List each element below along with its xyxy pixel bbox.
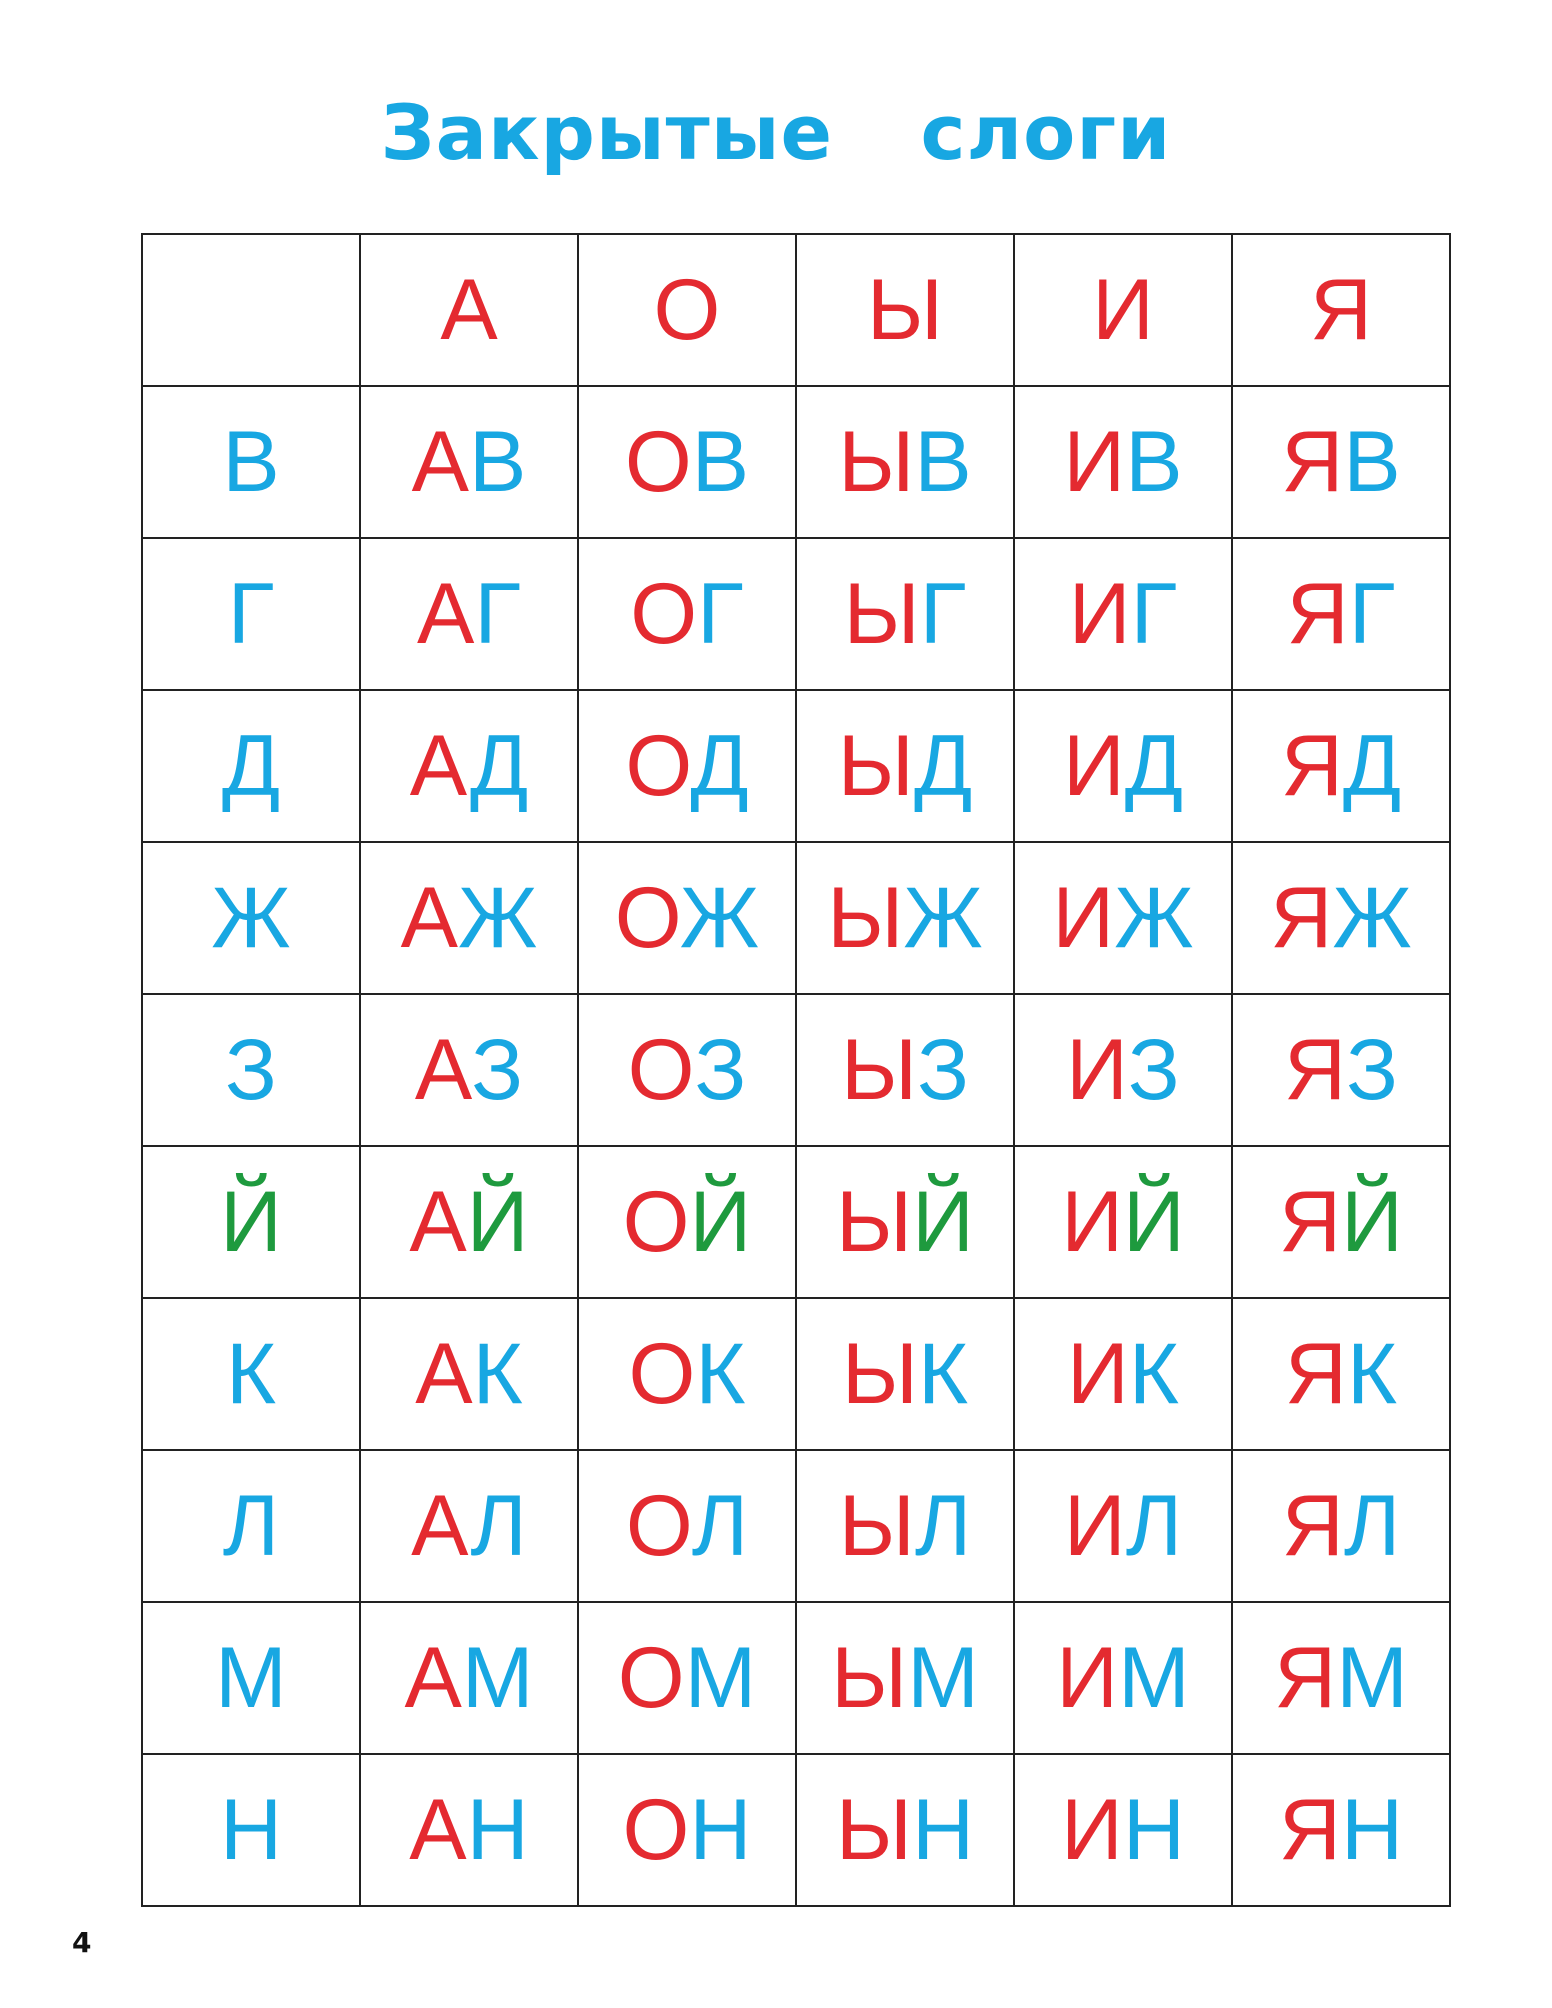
- syllable-vowel: Ы: [831, 1630, 908, 1726]
- syllable-cell: [360, 386, 578, 538]
- syllable-consonant: Й: [1123, 1174, 1185, 1270]
- syllable-vowel: Ы: [838, 1478, 915, 1574]
- syllable-consonant: М: [684, 1630, 757, 1726]
- syllable-cell: [1014, 1146, 1232, 1298]
- syllable-cell: [360, 1602, 578, 1754]
- syllable-vowel: А: [415, 1326, 473, 1422]
- syllable-consonant: З: [1127, 1022, 1180, 1118]
- syllable-consonant: Ж: [457, 870, 538, 966]
- consonant-letter: М: [215, 1630, 287, 1726]
- syllable-consonant: Ж: [679, 870, 760, 966]
- syllable-vowel: О: [622, 1782, 690, 1878]
- syllable-vowel: И: [1066, 1022, 1128, 1118]
- syllable-consonant: К: [1128, 1326, 1179, 1422]
- syllable-vowel: И: [1067, 1326, 1129, 1422]
- syllable-cell: [1014, 1602, 1232, 1754]
- syllable-consonant: Д: [1342, 718, 1402, 814]
- syllable-consonant: Г: [1348, 566, 1396, 662]
- syllable-row: [142, 1754, 1450, 1906]
- syllable-vowel: А: [404, 1630, 462, 1726]
- syllable-row: [142, 1450, 1450, 1602]
- syllable-cell: [578, 842, 796, 994]
- syllable-vowel: О: [630, 566, 698, 662]
- syllable-row: [142, 690, 1450, 842]
- consonant-letter: К: [225, 1326, 277, 1422]
- syllable-consonant: К: [472, 1326, 523, 1422]
- consonant-letter: Н: [219, 1782, 283, 1878]
- syllable-row: [142, 994, 1450, 1146]
- syllable-cell: [796, 994, 1014, 1146]
- syllable-vowel: И: [1068, 566, 1131, 662]
- syllable-cell: [578, 386, 796, 538]
- syllable-cell: [1014, 842, 1232, 994]
- consonant-header-cell: [142, 1146, 360, 1298]
- syllable-cell: [1014, 386, 1232, 538]
- syllable-consonant: Н: [1122, 1782, 1185, 1878]
- syllable-cell: [796, 1450, 1014, 1602]
- consonant-letter: В: [222, 414, 280, 510]
- consonant-letter: Г: [227, 566, 275, 662]
- syllable-cell: [578, 1602, 796, 1754]
- syllable-vowel: А: [409, 718, 470, 814]
- syllable-cell: [578, 1754, 796, 1906]
- vowel-header-cell: [578, 234, 796, 386]
- syllable-vowel: А: [400, 870, 458, 966]
- syllable-vowel: А: [411, 414, 469, 510]
- vowel-letter: А: [440, 262, 498, 358]
- syllable-cell: [360, 1146, 578, 1298]
- consonant-header-cell: [142, 1602, 360, 1754]
- syllable-consonant: Й: [912, 1174, 974, 1270]
- syllable-cell: [1014, 1298, 1232, 1450]
- syllable-vowel: А: [417, 566, 475, 662]
- syllable-cell: [578, 1146, 796, 1298]
- syllable-vowel: Ы: [841, 1326, 919, 1422]
- syllable-consonant: В: [469, 414, 527, 510]
- syllable-cell: [1014, 690, 1232, 842]
- syllable-cell: [796, 690, 1014, 842]
- consonant-header-cell: [142, 690, 360, 842]
- syllable-consonant: З: [1346, 1022, 1399, 1118]
- syllable-cell: [360, 842, 578, 994]
- syllable-consonant: Д: [913, 718, 973, 814]
- syllable-consonant: Л: [691, 1478, 749, 1574]
- syllable-vowel: А: [411, 1478, 471, 1574]
- syllable-consonant: Д: [469, 718, 529, 814]
- vowel-header-cell: [1232, 234, 1450, 386]
- syllable-vowel: Я: [1278, 1782, 1341, 1878]
- consonant-header-cell: [142, 538, 360, 690]
- syllable-vowel: О: [625, 1478, 692, 1574]
- syllable-cell: [796, 1298, 1014, 1450]
- syllable-consonant: В: [914, 414, 972, 510]
- syllable-cell: [1232, 1450, 1450, 1602]
- syllable-vowel: Ы: [838, 414, 915, 510]
- vowel-letter: Я: [1309, 262, 1373, 358]
- syllable-consonant: М: [1118, 1630, 1190, 1726]
- syllable-cell: [360, 1450, 578, 1602]
- syllable-consonant: З: [471, 1022, 524, 1118]
- syllable-vowel: О: [624, 414, 692, 510]
- header-row: [142, 234, 1450, 386]
- consonant-letter: Д: [221, 718, 281, 814]
- syllable-vowel: Я: [1280, 718, 1343, 814]
- page-title: Закрытые слоги: [380, 88, 1172, 177]
- syllable-consonant: Г: [697, 566, 744, 662]
- syllable-consonant: Ж: [903, 870, 983, 966]
- syllable-vowel: А: [414, 1022, 472, 1118]
- syllable-cell: [1232, 386, 1450, 538]
- consonant-header-cell: [142, 1450, 360, 1602]
- syllable-vowel: Ы: [840, 1022, 918, 1118]
- vowel-letter: Ы: [866, 262, 944, 358]
- syllable-consonant: Н: [466, 1782, 529, 1878]
- syllable-vowel: Я: [1279, 1174, 1342, 1270]
- syllable-cell: [1232, 1146, 1450, 1298]
- syllable-row: [142, 842, 1450, 994]
- syllable-row: [142, 538, 1450, 690]
- corner-cell: [142, 234, 360, 386]
- syllable-cell: [1014, 1754, 1232, 1906]
- syllable-row: [142, 386, 1450, 538]
- syllable-cell: [1232, 994, 1450, 1146]
- syllable-cell: [578, 538, 796, 690]
- syllable-cell: [796, 1754, 1014, 1906]
- syllable-cell: [796, 1146, 1014, 1298]
- syllable-vowel: И: [1063, 1478, 1126, 1574]
- consonant-header-cell: [142, 994, 360, 1146]
- syllable-vowel: А: [409, 1782, 467, 1878]
- syllable-consonant: З: [917, 1022, 970, 1118]
- syllable-vowel: Я: [1281, 1478, 1344, 1574]
- syllable-vowel: Я: [1286, 566, 1349, 662]
- syllable-vowel: О: [628, 1326, 696, 1422]
- syllable-cell: [360, 1298, 578, 1450]
- syllable-consonant: Н: [689, 1782, 752, 1878]
- syllable-cell: [578, 994, 796, 1146]
- syllable-vowel: И: [1052, 870, 1115, 966]
- syllable-cell: [360, 538, 578, 690]
- syllable-vowel: Ы: [837, 718, 914, 814]
- syllable-consonant: М: [907, 1630, 979, 1726]
- syllable-cell: [360, 690, 578, 842]
- syllable-consonant: М: [461, 1630, 534, 1726]
- syllable-cell: [796, 842, 1014, 994]
- syllable-vowel: О: [627, 1022, 695, 1118]
- syllable-consonant: Ж: [1332, 870, 1412, 966]
- syllable-cell: [578, 690, 796, 842]
- syllable-vowel: Я: [1281, 414, 1344, 510]
- syllable-vowel: Ы: [843, 566, 920, 662]
- vowel-header-cell: [360, 234, 578, 386]
- syllable-cell: [796, 538, 1014, 690]
- consonant-header-cell: [142, 1298, 360, 1450]
- syllable-row: [142, 1602, 1450, 1754]
- syllable-vowel: Я: [1270, 870, 1333, 966]
- syllable-consonant: К: [918, 1326, 969, 1422]
- syllable-cell: [578, 1298, 796, 1450]
- consonant-letter: Л: [222, 1478, 280, 1574]
- syllable-vowel: А: [409, 1174, 467, 1270]
- syllable-consonant: Й: [689, 1174, 752, 1270]
- consonant-header-cell: [142, 842, 360, 994]
- syllable-vowel: О: [625, 718, 691, 814]
- syllable-consonant: Д: [690, 718, 749, 814]
- syllable-consonant: Л: [1343, 1478, 1401, 1574]
- syllable-cell: [578, 1450, 796, 1602]
- syllable-consonant: Й: [466, 1174, 529, 1270]
- syllable-table: [141, 233, 1451, 1907]
- page-number: 4: [72, 1926, 92, 1959]
- syllable-consonant: Ж: [1114, 870, 1194, 966]
- syllable-consonant: В: [1125, 414, 1183, 510]
- consonant-header-cell: [142, 386, 360, 538]
- syllable-consonant: Г: [1130, 566, 1178, 662]
- syllable-consonant: Г: [474, 566, 521, 662]
- syllable-cell: [796, 386, 1014, 538]
- syllable-consonant: М: [1336, 1630, 1408, 1726]
- syllable-row: [142, 1298, 1450, 1450]
- syllable-consonant: Н: [1341, 1782, 1404, 1878]
- syllable-cell: [1232, 538, 1450, 690]
- syllable-consonant: Г: [919, 566, 967, 662]
- syllable-consonant: В: [691, 414, 750, 510]
- syllable-cell: [1232, 1754, 1450, 1906]
- syllable-consonant: З: [694, 1022, 747, 1118]
- syllable-consonant: К: [695, 1326, 746, 1422]
- syllable-vowel: Я: [1284, 1326, 1347, 1422]
- vowel-header-cell: [1014, 234, 1232, 386]
- vowel-letter: О: [653, 262, 721, 358]
- syllable-cell: [1014, 538, 1232, 690]
- vowel-letter: И: [1092, 262, 1154, 358]
- syllable-vowel: Ы: [836, 1174, 913, 1270]
- syllable-consonant: Л: [470, 1478, 527, 1574]
- syllable-cell: [1232, 1298, 1450, 1450]
- syllable-vowel: О: [614, 870, 680, 966]
- syllable-row: [142, 1146, 1450, 1298]
- consonant-header-cell: [142, 1754, 360, 1906]
- syllable-cell: [1232, 842, 1450, 994]
- syllable-cell: [360, 1754, 578, 1906]
- syllable-consonant: Н: [912, 1782, 975, 1878]
- syllable-consonant: В: [1343, 414, 1401, 510]
- syllable-vowel: Я: [1274, 1630, 1337, 1726]
- syllable-cell: [1232, 690, 1450, 842]
- syllable-vowel: И: [1062, 718, 1125, 814]
- syllable-consonant: Д: [1124, 718, 1184, 814]
- syllable-vowel: Ы: [835, 1782, 913, 1878]
- syllable-consonant: Л: [1125, 1478, 1183, 1574]
- syllable-vowel: И: [1061, 1782, 1123, 1878]
- syllable-cell: [796, 1602, 1014, 1754]
- syllable-cell: [1014, 1450, 1232, 1602]
- consonant-letter: Ж: [211, 870, 291, 966]
- consonant-letter: З: [225, 1022, 277, 1118]
- syllable-vowel: О: [622, 1174, 690, 1270]
- syllable-vowel: И: [1061, 1174, 1123, 1270]
- syllable-cell: [360, 994, 578, 1146]
- syllable-consonant: К: [1347, 1326, 1398, 1422]
- syllable-vowel: Я: [1283, 1022, 1347, 1118]
- syllable-vowel: И: [1056, 1630, 1119, 1726]
- vowel-header-cell: [796, 234, 1014, 386]
- syllable-vowel: О: [617, 1630, 685, 1726]
- syllable-vowel: Ы: [827, 870, 904, 966]
- syllable-consonant: Л: [914, 1478, 972, 1574]
- syllable-cell: [1014, 994, 1232, 1146]
- syllable-consonant: Й: [1341, 1174, 1403, 1270]
- syllable-cell: [1232, 1602, 1450, 1754]
- syllable-vowel: И: [1063, 414, 1126, 510]
- consonant-letter: Й: [220, 1174, 282, 1270]
